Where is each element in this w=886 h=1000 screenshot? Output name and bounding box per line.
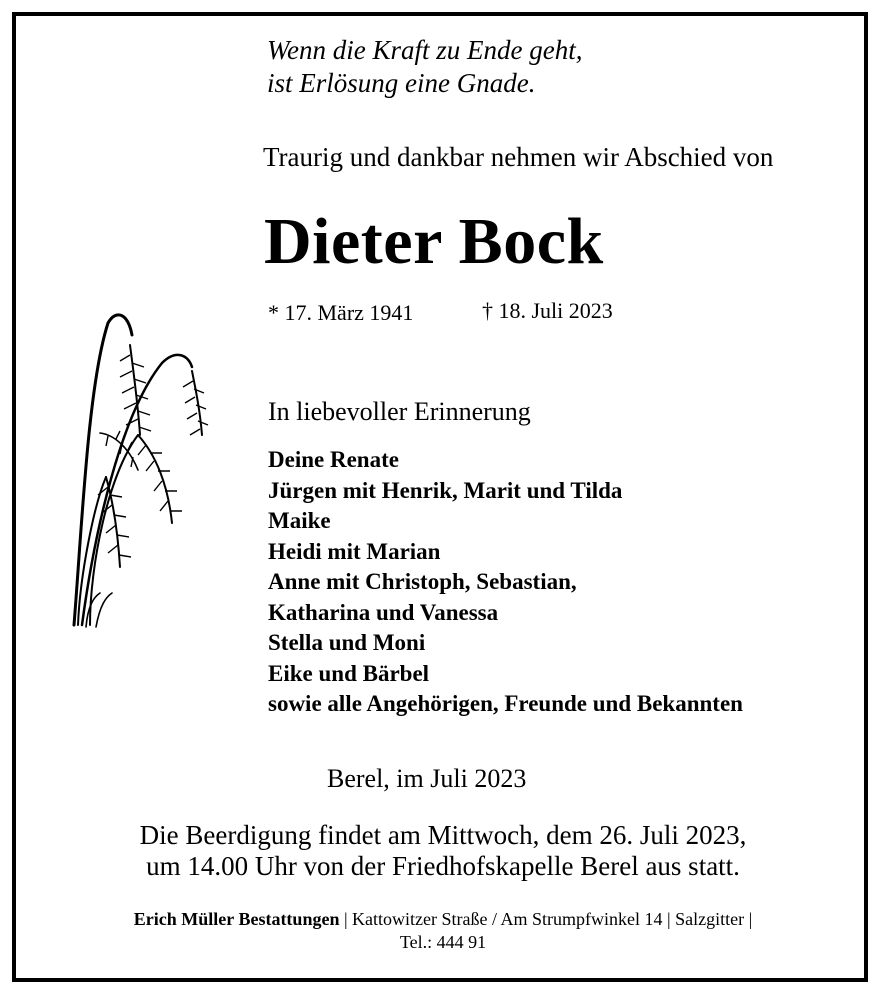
mourner-line: Jürgen mit Henrik, Marit und Tilda [268, 477, 623, 503]
mourner-line: sowie alle Angehörigen, Freunde und Bekannten [268, 691, 743, 716]
mourner-line: Deine Renate [268, 447, 399, 472]
undertaker-address: | Kattowitzer Straße / Am Strumpfwinkel 14 | Salzgitter | [339, 909, 753, 929]
mourner-line: Maike [268, 508, 331, 533]
mourner-line: Heidi mit Marian [268, 538, 441, 564]
birth-date: * 17. März 1941 [268, 300, 414, 325]
funeral-line-2: um 14.00 Uhr von der Friedhofskapelle Berel aus statt. [146, 851, 740, 881]
deceased-name: Dieter Bock [264, 205, 604, 278]
poem-quote [267, 34, 582, 100]
mourner-line: Stella und Moni [268, 630, 426, 655]
quote-line-1: Wenn die Kraft zu Ende geht, [267, 35, 583, 65]
intro-text: Traurig und dankbar nehmen wir Abschied von [263, 142, 774, 172]
mourner-line: Anne mit Christoph, Sebastian, [268, 569, 577, 594]
undertaker-name: Erich Müller Bestattungen [133, 909, 340, 929]
undertaker-footer [0, 908, 886, 954]
quote-line-2: ist Erlösung eine Gnade. [267, 68, 536, 98]
undertaker-phone: Tel.: 444 91 [399, 932, 487, 952]
funeral-line-1: Die Beerdigung findet am Mittwoch, dem 26. Juli 2023, [139, 820, 747, 850]
mourners-list [268, 445, 743, 720]
grass-stalks-icon [60, 305, 220, 630]
death-date: † 18. Juli 2023 [482, 298, 613, 323]
mourner-line: Katharina und Vanessa [268, 599, 499, 625]
place-date: Berel, im Juli 2023 [327, 764, 527, 793]
funeral-info [0, 820, 886, 882]
memory-heading: In liebevoller Erinnerung [268, 397, 531, 426]
mourner-line: Eike und Bärbel [268, 660, 430, 686]
